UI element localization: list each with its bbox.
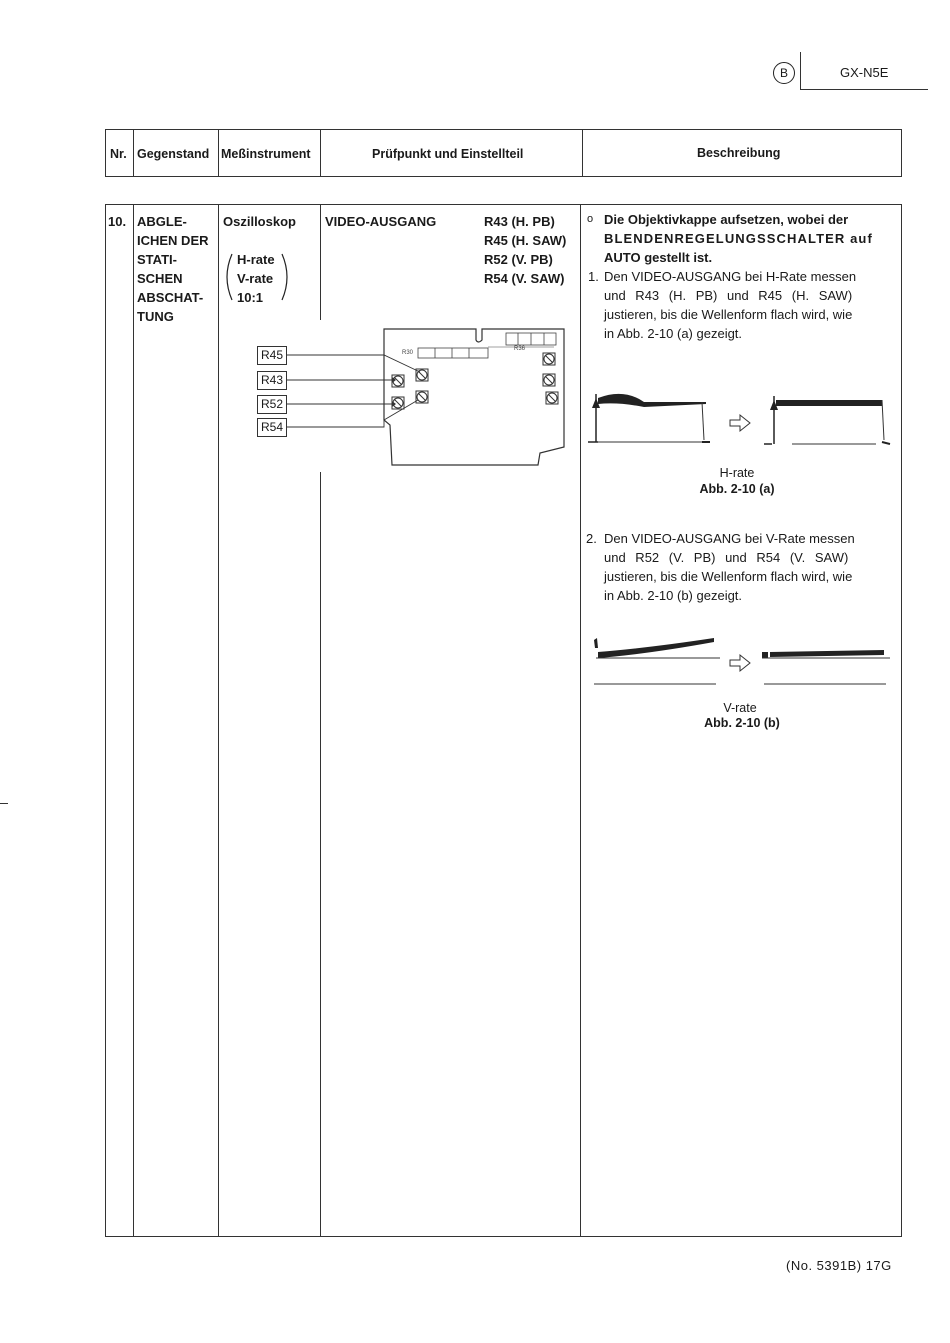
fig-a-caption: Abb. 2-10 (a) — [699, 482, 775, 496]
board-callout: R43 — [257, 371, 287, 390]
region-badge — [773, 62, 795, 84]
step-text: justieren, bis die Wellenform flach wird, wie — [604, 307, 853, 322]
item-line: SCHEN — [137, 271, 183, 286]
step-text: justieren, bis die Wellenform flach wird, wie — [604, 569, 853, 584]
board-label-r36: R36 — [514, 346, 526, 352]
pot-label: R54 (V. SAW) — [484, 271, 565, 286]
tb-divider-4 — [580, 204, 581, 1236]
pot-label: R52 (V. PB) — [484, 252, 553, 267]
item-line: TUNG — [137, 309, 174, 324]
model-number: GX-N5E — [840, 65, 889, 80]
header-underline — [800, 89, 928, 90]
th-messinstrument: Meßinstrument — [221, 147, 311, 161]
fig-a-title: H-rate — [719, 466, 755, 480]
board-label-r30: R30 — [402, 350, 414, 356]
item-line: STATI- — [137, 252, 177, 267]
h-rate-waveform-figure — [584, 380, 896, 455]
pot-label: R43 (H. PB) — [484, 214, 555, 229]
margin-mark — [0, 803, 8, 804]
fig-b-caption: Abb. 2-10 (b) — [704, 716, 780, 730]
instrument-option: H-rate — [237, 252, 275, 267]
v-rate-waveform-figure — [588, 630, 894, 690]
board-callout: R52 — [257, 395, 287, 414]
bullet: o — [587, 213, 594, 225]
board-callout: R54 — [257, 418, 287, 437]
tb-divider-3b — [320, 472, 321, 1236]
desc-pre: BLENDENREGELUNGSSCHALTER auf — [604, 231, 873, 246]
th-divider-2 — [218, 129, 219, 176]
header-divider — [800, 52, 801, 90]
desc-pre: Die Objektivkappe aufsetzen, wobei der — [604, 212, 849, 227]
step-text: und R52 (V. PB) und R54 (V. SAW) — [604, 550, 849, 565]
tb-divider-2 — [218, 204, 219, 1236]
th-gegenstand: Gegenstand — [137, 147, 210, 161]
step-text: und R43 (H. PB) und R45 (H. SAW) — [604, 288, 853, 303]
pot-label: R45 (H. SAW) — [484, 233, 567, 248]
step-text: in Abb. 2-10 (b) gezeigt. — [604, 588, 743, 603]
instrument-option: V-rate — [237, 271, 274, 286]
step-text: Den VIDEO-AUSGANG bei V-Rate messen — [604, 531, 855, 546]
circuit-board-diagram — [250, 320, 570, 470]
desc-pre: AUTO gestellt ist. — [604, 250, 713, 265]
th-divider-1 — [133, 129, 134, 176]
th-nr: Nr. — [110, 147, 127, 161]
step-text: in Abb. 2-10 (a) gezeigt. — [604, 326, 743, 341]
output-label: VIDEO-AUSGANG — [325, 214, 437, 229]
fig-b-title: V-rate — [723, 701, 757, 715]
th-pruefpunkt: Prüfpunkt und Einstellteil — [372, 147, 524, 161]
tb-divider-1 — [133, 204, 134, 1236]
step-text: Den VIDEO-AUSGANG bei H-Rate messen — [604, 269, 857, 284]
tb-divider-3a — [320, 204, 321, 320]
step-number: 2. — [586, 531, 597, 546]
item-line: ICHEN DER — [137, 233, 209, 248]
board-callout: R45 — [257, 346, 287, 365]
instrument-option: 10:1 — [237, 290, 264, 305]
region-badge-letter: B — [779, 66, 788, 80]
th-divider-3 — [320, 129, 321, 176]
step-number: 1. — [588, 269, 599, 284]
instrument-name: Oszilloskop — [223, 214, 296, 229]
th-beschreibung: Beschreibung — [697, 146, 781, 160]
row-number: 10. — [108, 214, 127, 229]
item-line: ABSCHAT- — [137, 290, 204, 305]
th-divider-4 — [582, 129, 583, 176]
page-reference: (No. 5391B) 17G — [786, 1258, 892, 1273]
item-line: ABGLE- — [137, 214, 187, 229]
